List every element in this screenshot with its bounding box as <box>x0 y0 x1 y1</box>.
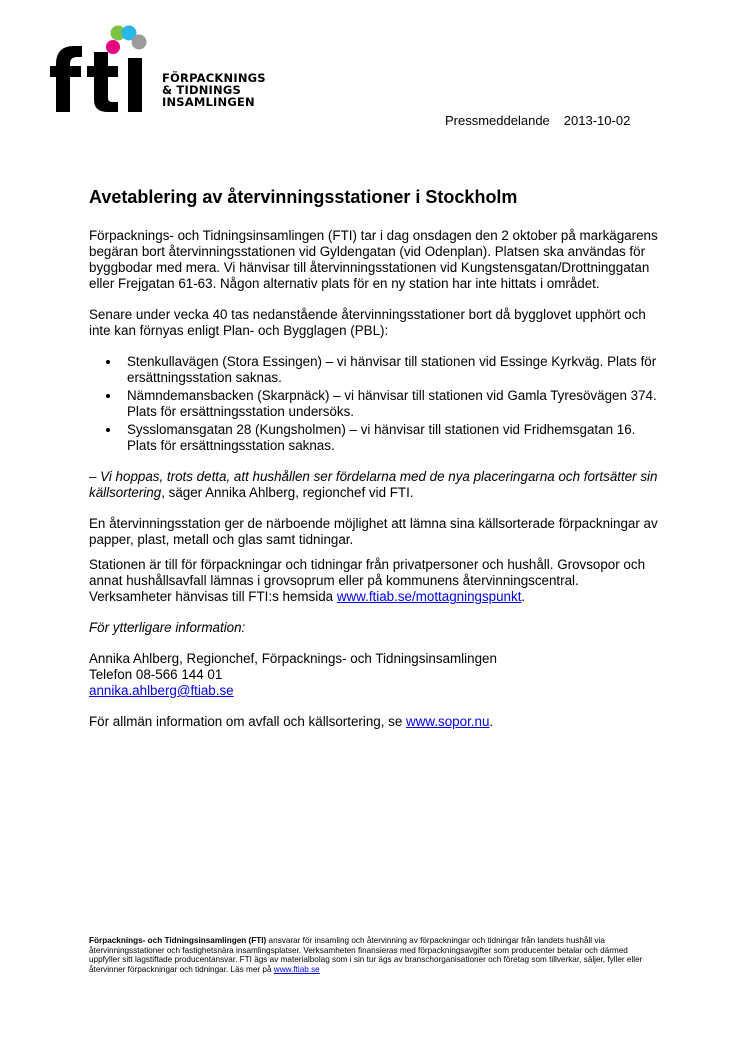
logo-wordmark <box>162 72 266 108</box>
station-paragraph: En återvinningsstation ger de närboende möjlighet att lämna sina källsorterade förpackningar av papper, plast, metall och glas samt tidningar. <box>89 516 658 547</box>
logo-letter-t <box>87 52 118 112</box>
logo-dot-pink <box>106 40 120 54</box>
logo-letter-i <box>128 58 142 112</box>
list-item: • Nämndemansbacken (Skarpnäck) – vi hänvisar till stationen vid Gamla Tyresövägen 374. Plats för ersättningsstation undersöks. <box>121 388 659 420</box>
list-item: • Sysslomansgatan 28 (Kungsholmen) – vi hänvisar till stationen vid Fridhemsgatan 16. Plats för ersättningsstation saknas. <box>121 422 659 454</box>
info-heading <box>89 620 659 636</box>
quote-attribution: , säger Annika Ahlberg, regionchef vid FTI. <box>161 485 414 500</box>
mottagningspunkt-link[interactable]: www.ftiab.se/mottagningspunkt <box>336 589 522 604</box>
general-text: För allmän information om avfall och källsortering, se <box>89 714 407 729</box>
station-list <box>89 354 659 454</box>
footer-org: Förpacknings- och Tidningsinsamlingen (FTI) <box>89 936 267 945</box>
info-heading-text: För ytterligare information: <box>89 620 246 635</box>
logo-letter-f <box>56 46 82 112</box>
footer-text: ansvarar för insamling och återvinning av förpackningar och tidningar från landets hushåll via återvinningsstationer och fastighetsnära insamlingsplatser. Verksamheten finansieras med förpackningsavgifter som producenter betalar och därmed uppfyller sitt lagstiftade producentansvar. FTI ägs av materialbolag som i sin tur ägs av branschorganisationer och företag som tillverkar, säljer, fyller eller återvinner förpackningar och tidningar. Läs mer på <box>89 936 643 974</box>
logo-line-2: & TIDNINGS <box>162 83 241 97</box>
fti-logo <box>50 20 290 120</box>
contact-block <box>89 651 659 699</box>
purpose-paragraph: Stationen är till för förpackningar och tidningar från privatpersoner och hushåll. Grovsopor och annat hushållsavfall lämnas i grovsoprum eller på kommunens återvinningscentral. Verksamheter hänvisas till FTI:s hemsida www.ftiab.se/mottagningspunkt. <box>89 557 646 604</box>
footer-link[interactable]: www.ftiab.se <box>273 964 320 974</box>
press-header <box>445 113 630 128</box>
quote-paragraph <box>89 469 659 501</box>
sopor-link[interactable]: www.sopor.nu <box>406 714 490 729</box>
press-body <box>89 186 659 745</box>
logo-dot-gray <box>132 35 147 50</box>
later-paragraph: Senare under vecka 40 tas nedanstående återvinningsstationer bort då bygglovet upphört och inte kan förnyas enligt Plan- och Bygglagen (PBL): <box>89 307 646 338</box>
logo-line-1: FÖRPACKNINGS <box>162 71 266 85</box>
contact-phone: Telefon 08-566 144 01 <box>89 667 223 682</box>
general-info: För allmän information om avfall och källsortering, se www.sopor.nu. <box>89 714 494 729</box>
page-title: Avetablering av återvinningsstationer i Stockholm <box>89 187 518 207</box>
purpose-text: Stationen är till för förpackningar och tidningar från privatpersoner och hushåll. Grovsopor och annat hushållsavfall lämnas i grovsoprum eller på kommunens återvinningscentral. Verksamheter hänvisas till FTI:s hemsida <box>89 557 646 604</box>
intro-paragraph: Förpacknings- och Tidningsinsamlingen (FTI) tar i dag onsdagen den 2 oktober på markägarens begäran bort återvinningsstationen vid Gyldengatan (vid Odenplan). Platsen ska användas för byggbodar med mera. Vi hänvisar till återvinningsstationen vid Kungstensgatan/Drottninggatan eller Frejgatan 61-63. Någon alternativ plats för en ny station har inte hittats i området. <box>89 228 658 291</box>
list-item: • Stenkullavägen (Stora Essingen) – vi hänvisar till stationen vid Essinge Kyrkväg. Plats för ersättningsstation saknas. <box>121 354 659 386</box>
logo-line-3: INSAMLINGEN <box>162 95 255 109</box>
footer <box>89 936 649 974</box>
contact-email-link[interactable]: annika.ahlberg@ftiab.se <box>89 683 234 698</box>
press-label: Pressmeddelande <box>445 113 550 128</box>
quote-italic: – Vi hoppas, trots detta, att hushållen ser fördelarna med de nya placeringarna och fortsätter sin källsortering <box>89 469 658 500</box>
fti-logo-mark <box>50 20 160 120</box>
press-date: 2013-10-02 <box>563 113 631 128</box>
contact-name: Annika Ahlberg, Regionchef, Förpacknings- och Tidningsinsamlingen <box>89 651 497 666</box>
